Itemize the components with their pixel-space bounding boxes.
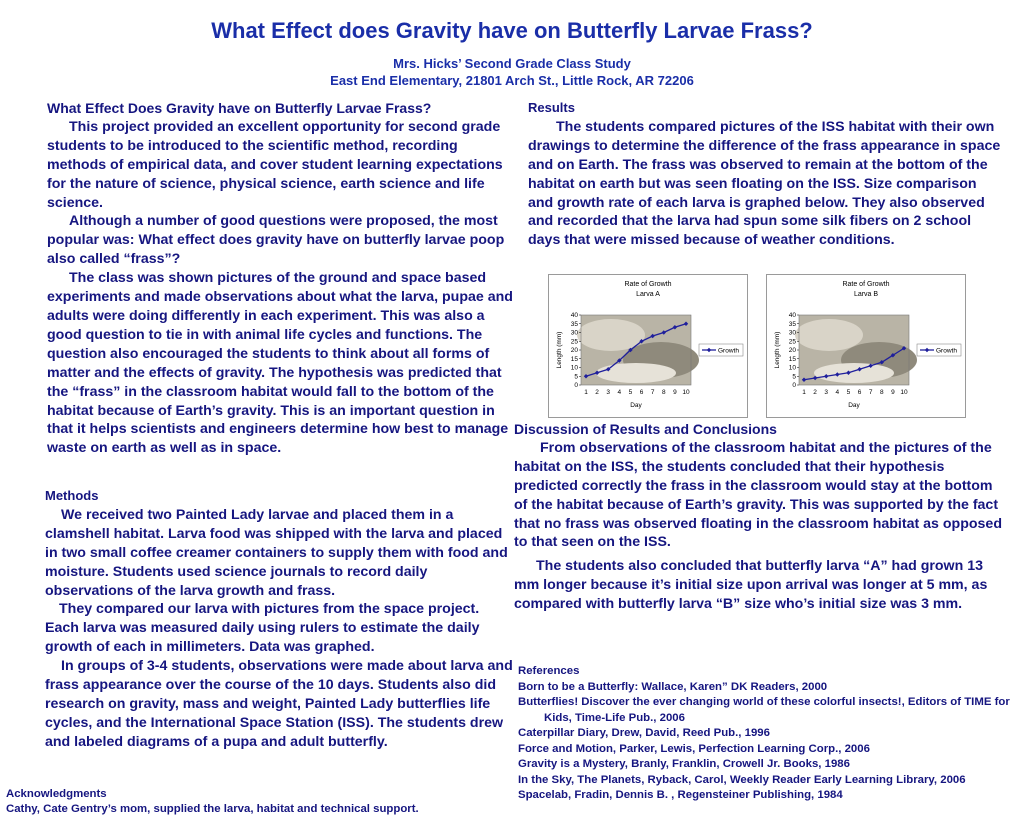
chart-b-backdrop-shape — [814, 363, 894, 383]
chart-b-x-tick-label: 4 — [835, 389, 840, 396]
chart-b-x-tick-label: 5 — [846, 389, 851, 396]
chart-b-y-tick-label: 25 — [788, 338, 796, 346]
reference-item: Born to be a Butterfly: Wallace, Karen” DK Readers, 2000 — [518, 680, 828, 693]
chart-larva-b — [766, 274, 966, 418]
reference-item: Butterflies! Discover the ever changing world of these colorful insects!, Editors of TIME for Kids, Time-Life Pub., 2006 — [518, 696, 1010, 724]
chart-a-y-tick-label: 10 — [570, 364, 578, 372]
references-heading: References — [518, 665, 580, 677]
chart-b-x-tick-label: 10 — [900, 389, 908, 396]
reference-item: Caterpillar Diary, Drew, David, Reed Pub., 1996 — [518, 727, 770, 739]
chart-a-x-tick-label: 5 — [628, 389, 633, 396]
chart-a-backdrop-shape — [596, 363, 676, 383]
chart-a-y-tick-label: 15 — [570, 355, 578, 363]
chart-larva-a-svg — [549, 275, 747, 417]
chart-b-x-tick-label: 2 — [813, 389, 817, 396]
chart-a-x-tick-label: 9 — [673, 389, 677, 396]
poster-subtitle-class: Mrs. Hicks’ Second Grade Class Study — [393, 56, 631, 71]
poster-subtitle-school: East End Elementary, 21801 Arch St., Little Rock, AR 72206 — [330, 73, 694, 88]
methods-section — [45, 487, 515, 752]
chart-a-x-tick-label: 3 — [606, 389, 611, 396]
poster-title: What Effect does Gravity have on Butterfly Larvae Frass? — [211, 18, 813, 43]
chart-a-x-tick-label: 8 — [661, 389, 666, 396]
intro-heading: What Effect Does Gravity have on Butterfly Larvae Frass? — [47, 100, 432, 116]
chart-b-y-axis-label: Length (mm) — [774, 331, 781, 369]
chart-a-title: Rate of Growth — [624, 281, 672, 288]
chart-b-y-tick-label: 35 — [788, 320, 796, 328]
chart-b-x-tick-label: 8 — [879, 389, 884, 396]
acknowledgments-section — [6, 787, 419, 817]
methods-paragraph-3: In groups of 3-4 students, observations were made about larva and frass appearance over the course of the 10 days. Students also did research on gravity, mass and weight, Painted Lady butterflies life cycles, and the International Space Station (ISS). The students drew and labeled diagrams of a pupa and adult butterfly. — [45, 658, 513, 750]
reference-item: Spacelab, Fradin, Dennis B. , Regensteiner Publishing, 1984 — [518, 789, 843, 801]
chart-larva-b-svg — [767, 275, 965, 417]
chart-b-y-tick-label: 0 — [792, 382, 796, 390]
chart-a-x-tick-label: 4 — [617, 389, 622, 396]
chart-a-y-tick-label: 30 — [570, 329, 578, 337]
chart-a-y-tick-label: 40 — [570, 312, 578, 320]
discussion-paragraph-1: From observations of the classroom habitat and the pictures of the habitat on the ISS, the students concluded that their hypothesis predicted correctly the frass in the classroom would stay at the bottom of the habitat because of Earth’s gravity. This was supported by the fact that no frass was observed floating in the classroom habitat as opposed to that seen on the ISS. — [514, 439, 1002, 551]
chart-b-y-tick-label: 40 — [788, 312, 796, 320]
results-section — [528, 99, 1002, 250]
discussion-paragraph-2: The students also concluded that butterfly larva “A” had grown 13 mm longer because it’s initial size upon arrival was longer at 5 mm, as compared with butterfly larva “B” size who’s initial size was 3 mm. — [514, 558, 988, 613]
results-paragraph: The students compared pictures of the ISS habitat with their own drawings to determine the difference of the frass appearance in space and on Earth. The frass was observed to remain at the bottom of the habitat on earth but was seen floating on the ISS. Size comparison and growth rate of each larva is graphed below. They also observed and recorded that the larva had spun some silk fibers on 2 school days that were missed because of weather conditions. — [528, 118, 1001, 249]
chart-a-y-tick-label: 35 — [570, 320, 578, 328]
chart-b-x-tick-label: 6 — [857, 389, 862, 396]
chart-b-y-tick-label: 5 — [792, 373, 796, 381]
chart-a-x-tick-label: 10 — [682, 389, 690, 396]
chart-a-y-tick-label: 0 — [574, 382, 578, 390]
chart-b-legend-label: Growth — [936, 347, 957, 355]
chart-a-subtitle: Larva A — [636, 291, 660, 298]
results-heading: Results — [528, 100, 575, 115]
discussion-heading: Discussion of Results and Conclusions — [514, 421, 777, 437]
chart-a-y-tick-label: 5 — [574, 373, 578, 381]
acknowledgments-heading: Acknowledgments — [6, 788, 107, 800]
chart-b-backdrop-shape — [795, 319, 863, 351]
chart-b-y-tick-label: 10 — [788, 364, 796, 372]
chart-a-y-tick-label: 20 — [570, 347, 578, 355]
reference-item: In the Sky, The Planets, Ryback, Carol, Weekly Reader Early Learning Library, 2006 — [518, 773, 966, 786]
intro-section — [47, 99, 515, 458]
chart-b-x-tick-label: 7 — [868, 389, 873, 396]
chart-b-x-axis-label: Day — [848, 402, 860, 409]
chart-b-subtitle: Larva B — [853, 291, 879, 298]
reference-item: Force and Motion, Parker, Lewis, Perfection Learning Corp., 2006 — [518, 742, 870, 755]
chart-b-x-tick-label: 1 — [802, 389, 806, 396]
chart-a-legend-label: Growth — [718, 347, 739, 355]
chart-larva-a — [548, 274, 748, 418]
chart-b-x-tick-label: 3 — [824, 389, 829, 396]
intro-paragraph-1: This project provided an excellent opportunity for second grade students to be introduced to the scientific method, recording methods of empirical data, and cover student learning expectations for the nature of science, physical science, earth science and life science. — [47, 118, 503, 211]
intro-paragraph-3: The class was shown pictures of the ground and space based experiments and made observations about what the larva, pupae and adults were doing differently in each experiment. This was also a good question to tie in with animal life cycles and functions. The question also encouraged the students to think about all forms of matter and the effects of gravity. The hypothesis was predicted that the “frass” in the classroom habitat would fall to the bottom of the habitat because of Earth’s gravity. This is an important question in that it helps scientists and engineers determine how best to manage waste on earth as well as in space. — [47, 270, 513, 457]
methods-heading: Methods — [45, 488, 99, 503]
chart-b-y-tick-label: 15 — [788, 355, 796, 363]
methods-paragraph-1: We received two Painted Lady larvae and placed them in a clamshell habitat. Larva food was shipped with the larva and placed in two small coffee creamer containers to supply them with food and moisture. Students used science journals to record daily observations of the larva growth and frass. — [45, 506, 508, 599]
chart-a-x-tick-label: 6 — [639, 389, 644, 396]
chart-b-x-tick-label: 9 — [891, 389, 895, 396]
chart-a-x-tick-label: 7 — [650, 389, 655, 396]
reference-item: Gravity is a Mystery, Branly, Franklin, Crowell Jr. Books, 1986 — [518, 758, 850, 770]
chart-a-x-tick-label: 1 — [584, 389, 588, 396]
chart-a-y-axis-label: Length (mm) — [556, 331, 563, 369]
references-section — [518, 664, 1018, 804]
chart-b-title: Rate of Growth — [842, 281, 890, 288]
intro-paragraph-2: Although a number of good questions were proposed, the most popular was: What effect does gravity have on butterfly larvae poop also called “frass”? — [47, 213, 505, 268]
chart-a-x-tick-label: 2 — [595, 389, 599, 396]
chart-b-y-tick-label: 30 — [788, 329, 796, 337]
acknowledgments-text: Cathy, Cate Gentry’s mom, supplied the larva, habitat and technical support. — [6, 803, 419, 815]
chart-a-y-tick-label: 25 — [570, 338, 578, 346]
discussion-section — [514, 420, 1002, 614]
chart-a-x-axis-label: Day — [630, 402, 642, 409]
chart-b-y-tick-label: 20 — [788, 347, 796, 355]
methods-paragraph-2: They compared our larva with pictures from the space project. Each larva was measured daily using rulers to estimate the daily growth of each in millimeters. Data was graphed. — [45, 601, 480, 656]
